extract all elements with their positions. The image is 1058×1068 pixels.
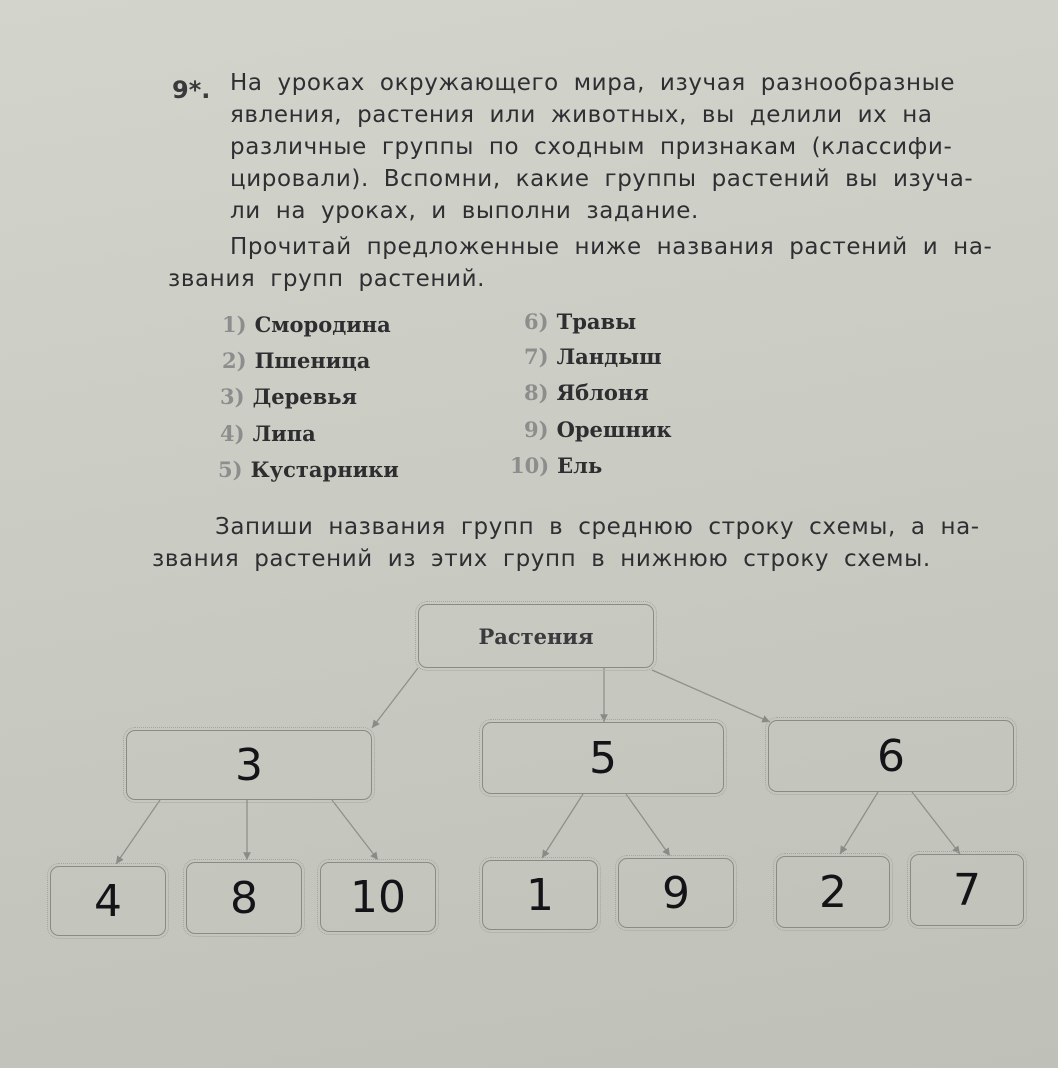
plant-number: 3) [220,384,245,409]
scheme-leaf-box[interactable] [776,856,890,928]
connector-arrow [912,792,960,854]
scheme-leaf-box[interactable] [482,860,598,930]
scheme-group-box[interactable] [126,730,372,800]
scheme-leaf-box[interactable] [320,862,436,932]
plant-name: Орешник [556,417,672,442]
scheme-root-label: Растения [478,623,594,649]
connector-arrow [332,800,378,860]
leaf-answer: 10 [350,871,406,923]
connector-arrow [652,670,770,722]
plant-number: 7) [524,344,549,369]
leaf-answer: 9 [662,867,690,919]
plant-name: Липа [252,421,316,446]
plant-number: 9) [524,417,549,442]
leaf-answer: 8 [230,872,258,924]
plant-name: Пшеница [254,348,371,373]
leaf-answer: 7 [953,864,981,916]
plant-number: 4) [220,421,245,446]
scheme-leaf-box[interactable] [618,858,734,928]
plant-number: 8) [524,380,549,405]
plant-name: Ель [557,453,603,478]
connector-arrow [840,792,878,854]
write-instruction-line: Запиши названия групп в среднюю строку схемы, а на- [215,514,980,540]
scheme-group-box[interactable] [482,722,724,794]
plant-name: Травы [556,309,637,334]
leaf-answer: 4 [94,875,122,927]
connector-arrow [542,794,583,858]
write-instruction-line: звания растений из этих групп в нижнюю строку схемы. [152,546,931,572]
connector-arrow [626,794,670,856]
intro-line: явления, растения или животных, вы делили их на [230,102,933,128]
group-answer: 6 [877,730,905,782]
plant-name: Смородина [254,312,391,337]
plant-number: 5) [218,457,243,482]
plant-number: 6) [524,309,549,334]
plant-name: Ландыш [556,344,662,369]
read-instruction-line: Прочитай предложенные ниже названия растений и на- [230,234,993,260]
scheme-leaf-box[interactable] [186,862,302,934]
connector-arrow [116,800,160,864]
connector-arrow [372,668,418,728]
leaf-answer: 1 [526,869,554,921]
read-instruction-line: звания групп растений. [168,266,486,292]
task-number: 9*. [172,76,211,104]
scheme-root-box [418,604,654,668]
intro-line: ли на уроках, и выполни задание. [230,198,699,224]
leaf-answer: 2 [819,866,847,918]
intro-line: На уроках окружающего мира, изучая разнообразные [230,70,956,96]
scheme-group-box[interactable] [768,720,1014,792]
group-answer: 5 [589,732,617,784]
group-answer: 3 [235,739,263,791]
plant-number: 2) [222,348,247,373]
plant-name: Яблоня [556,380,649,405]
plant-name: Кустарники [250,457,399,482]
intro-line: различные группы по сходным признакам (классифи- [230,134,953,160]
plant-number: 1) [222,312,247,337]
intro-line: цировали). Вспомни, какие группы растений вы изуча- [230,166,974,192]
plant-number: 10) [510,453,550,478]
scheme-leaf-box[interactable] [50,866,166,936]
scheme-leaf-box[interactable] [910,854,1024,926]
plant-name: Деревья [252,384,357,409]
